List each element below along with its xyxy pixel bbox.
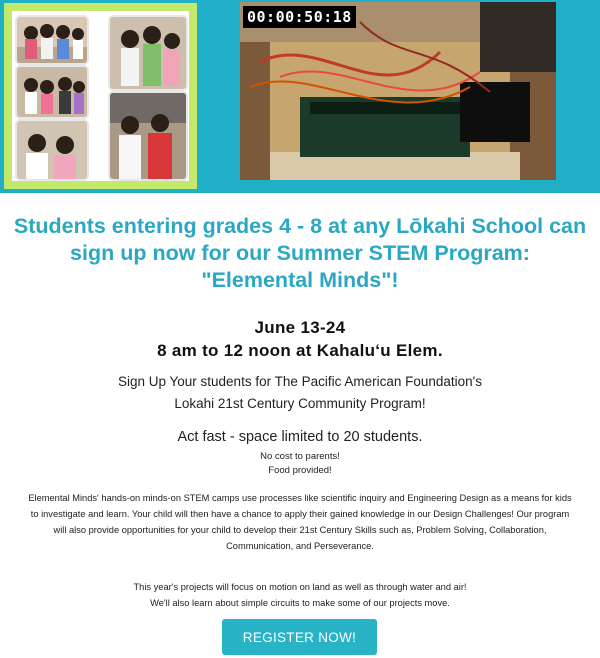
program-time-location: 8 am to 12 noon at Kahalu‘u Elem.: [157, 341, 443, 360]
description-line-4: Communication, and Perseverance.: [226, 541, 374, 551]
video-player[interactable]: [240, 2, 556, 180]
headline-line-1: Students entering grades 4 - 8 at any Lōkahi School can: [13, 214, 587, 238]
hero-banner: [0, 0, 600, 193]
signup-line-2: Lokahi 21st Century Community Program!: [174, 396, 426, 411]
signup-line-1: Sign Up Your students for The Pacific American Foundation's: [117, 374, 483, 389]
act-fast-notice: Act fast - space limited to 20 students.: [177, 429, 423, 445]
projects-line-2: We'll also learn about simple circuits to make some of our projects move.: [150, 598, 450, 608]
page-headline: [0, 213, 600, 294]
photo-students-group-1: [15, 15, 89, 65]
collage-inner: [12, 11, 189, 181]
description-line-1: Elemental Minds' hands-on minds-on STEM camps use processes like scientific inquiry and Engineering Design as a means for kids: [28, 493, 572, 503]
video-timestamp: 00:00:50:18: [243, 6, 356, 28]
description-line-2: to investigate and learn. Your child will then have a chance to apply their gained knowledge in our Design Challenges! Our program: [30, 509, 570, 519]
program-description: [12, 490, 588, 554]
student-photo-collage: [4, 3, 197, 189]
register-now-button[interactable]: REGISTER NOW!: [222, 619, 377, 655]
photo-students-group-3: [15, 65, 89, 119]
photo-students-group-2: [108, 15, 188, 91]
projects-line-1: This year's projects will focus on motion on land as well as through water and air!: [133, 582, 467, 592]
program-schedule: [0, 316, 600, 362]
projects-description: [0, 579, 600, 611]
headline-line-2: sign up now for our Summer STEM Program:: [70, 241, 530, 265]
robot-circuit-video-frame: [240, 2, 556, 180]
food-note: Food provided!: [268, 465, 332, 476]
signup-message: [0, 371, 600, 415]
program-dates: June 13-24: [254, 318, 346, 337]
photo-students-group-5: [15, 119, 89, 181]
no-cost-note: No cost to parents!: [260, 451, 340, 462]
description-line-3: will also provide opportunities for your child to develop their 21st Century Skills such as, Problem Solving, Collaboration,: [53, 525, 547, 535]
headline-line-3: "Elemental Minds"!: [201, 268, 399, 292]
photo-students-group-4: [108, 91, 188, 181]
